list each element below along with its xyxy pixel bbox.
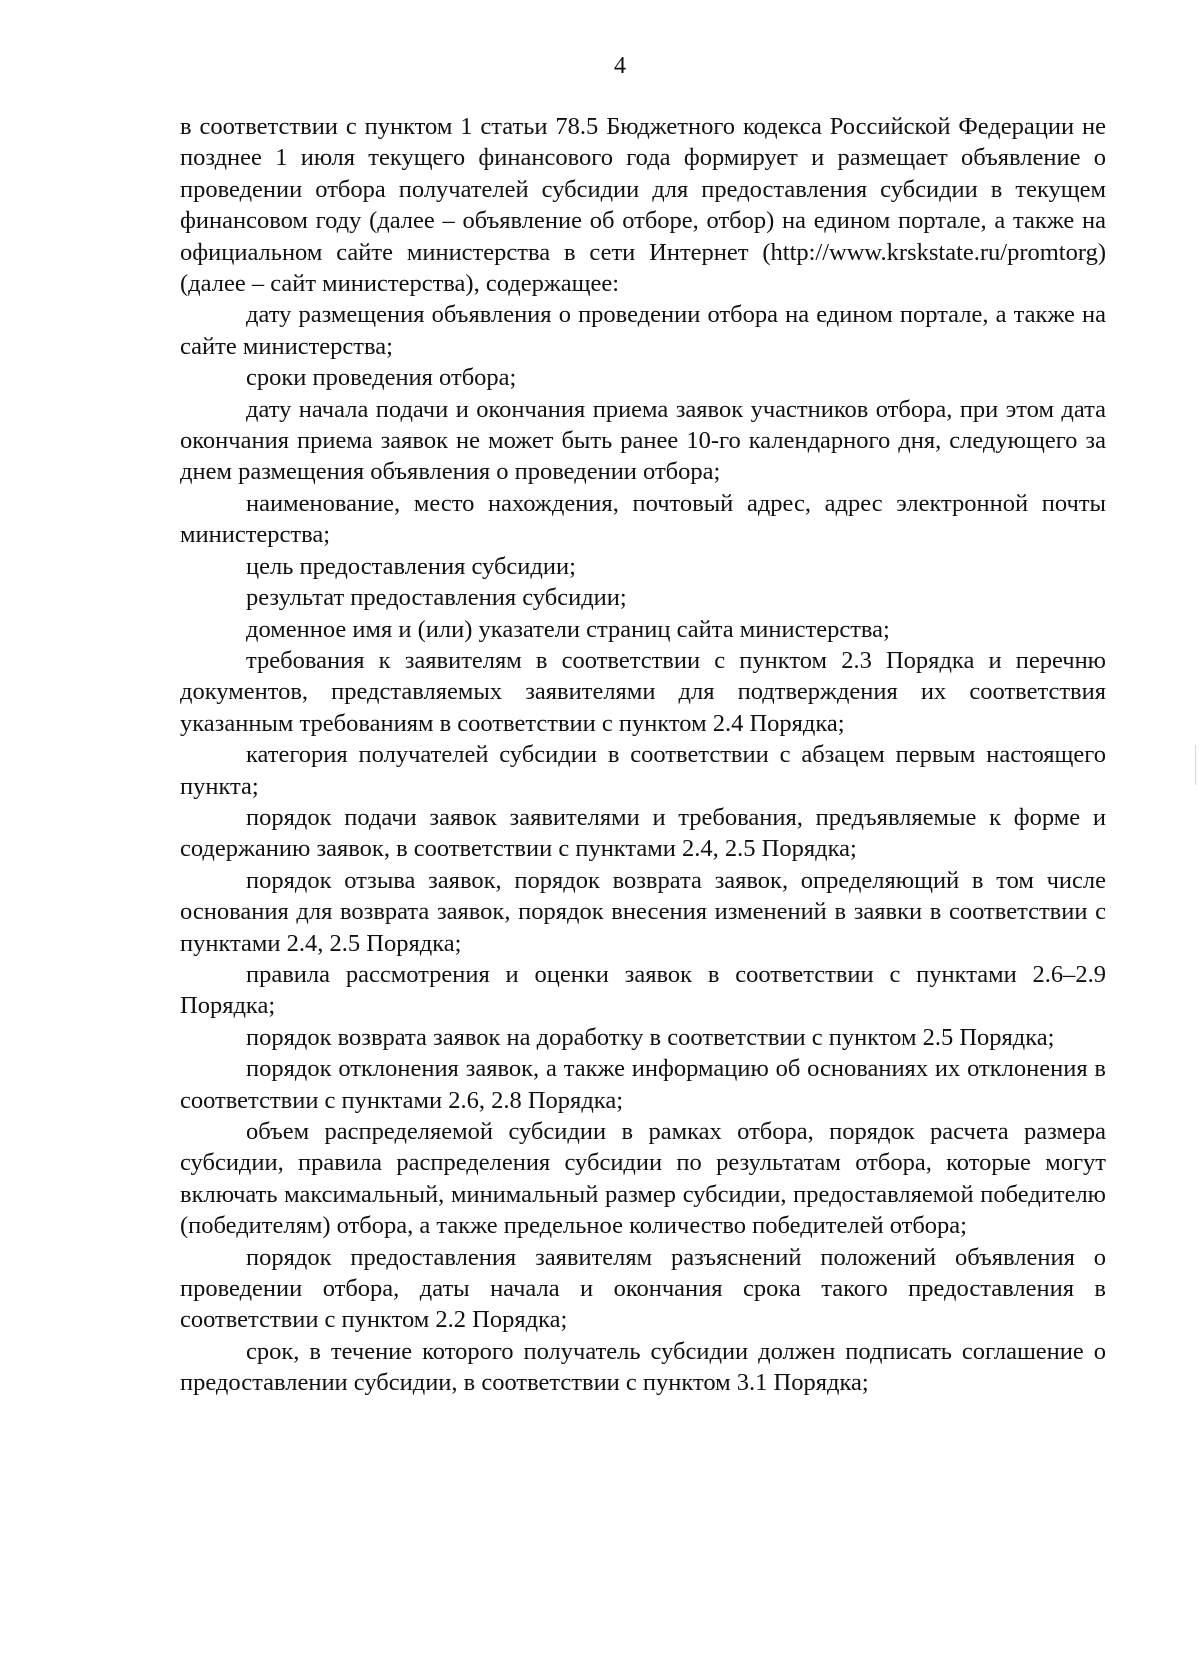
paragraph: требования к заявителям в соответствии с пунктом 2.3 Порядка и перечню документов, представляемых заявителями для подтверждения их соответствия указанным требованиям в соответствии с пунктом 2.4 Порядка; [180,646,1106,737]
paragraph: порядок возврата заявок на доработку в соответствии с пунктом 2.5 Порядка; [246,1023,1055,1051]
paragraph: порядок отзыва заявок, порядок возврата заявок, определяющий в том числе основания для возврата заявок, порядок внесения изменений в заявки в соответствии с пунктами 2.4, 2.5 Порядка; [180,866,1106,957]
paragraph: сроки проведения отбора; [246,364,517,392]
paragraph: объем распределяемой субсидии в рамках отбора, порядок расчета размера субсидии, правила распределения субсидии по результатам отбора, которые могут включать максимальный, минимальный размер субсидии, предоставляемой победителю (победителям) отбора, а также предельное количество победителей отбора; [180,1118,1106,1240]
paragraph: дату начала подачи и окончания приема заявок участников отбора, при этом дата окончания приема заявок не может быть ранее 10-го календарного дня, следующего за днем размещения объявления о проведении отбора; [180,395,1106,486]
paragraph: наименование, место нахождения, почтовый адрес, адрес электронной почты министерства; [180,489,1106,549]
paragraph: порядок подачи заявок заявителями и требования, предъявляемые к форме и содержанию заявок, в соответствии с пунктами 2.4, 2.5 Порядка; [180,803,1106,863]
document-body [180,111,1106,1399]
paragraph: правила рассмотрения и оценки заявок в соответствии с пунктами 2.6–2.9 Порядка; [180,960,1106,1020]
page-number: 4 [614,53,626,79]
paragraph: результат предоставления субсидии; [246,584,627,612]
paragraph: порядок отклонения заявок, а также информацию об основаниях их отклонения в соответствии с пунктами 2.6, 2.8 Порядка; [180,1055,1106,1114]
paragraph: цель предоставления субсидии; [246,552,576,580]
paragraph: доменное имя и (или) указатели страниц сайта министерства; [246,615,890,643]
paragraph: категория получателей субсидии в соответствии с абзацем первым настоящего пункта; [180,741,1106,800]
scan-artifact [1195,745,1196,785]
paragraph: срок, в течение которого получатель субсидии должен подписать соглашение о предоставлении субсидии, в соответствии с пунктом 3.1 Порядка; [180,1337,1106,1397]
paragraph: дату размещения объявления о проведении отбора на едином портале, а также на сайте министерства; [180,301,1106,360]
paragraph: порядок предоставления заявителям разъяснений положений объявления о проведении отбора, даты начала и окончания срока такого предоставления в соответствии с пунктом 2.2 Порядка; [180,1243,1106,1334]
paragraph: в соответствии с пунктом 1 статьи 78.5 Бюджетного кодекса Российской Федерации не позднее 1 июля текущего финансового года формирует и размещает объявление о проведении отбора получателей субсидии для предоставления субсидии в текущем финансовом году (далее – объявление об отборе, отбор) на едином портале, а также на официальном сайте министерства в сети Интернет (http://www.krskstate.ru/promtorg) (далее – сайт министерства), содержащее: [180,113,1106,298]
